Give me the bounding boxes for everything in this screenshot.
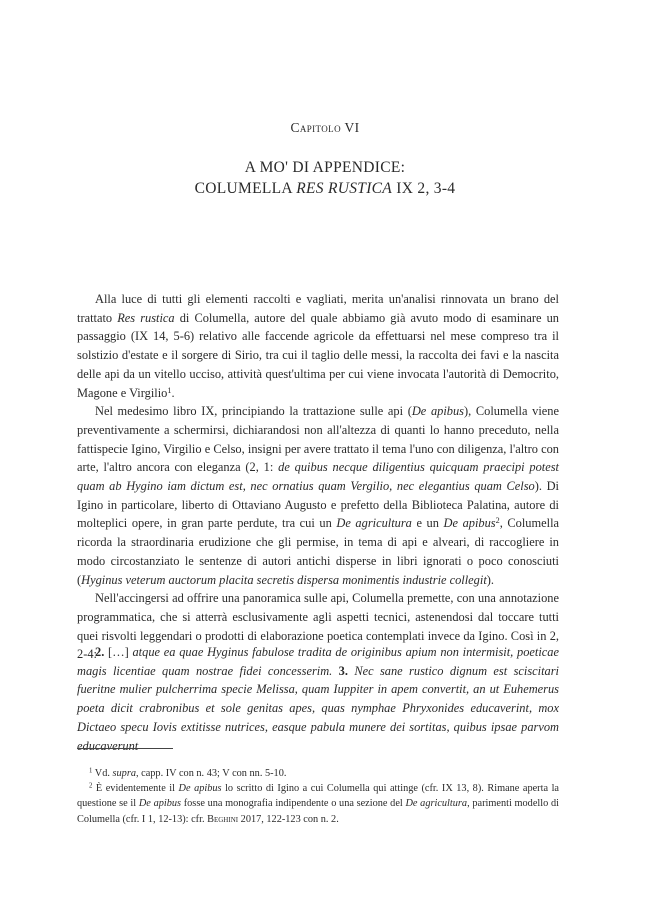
footnote-number: 2: [89, 782, 93, 790]
block-quote: [77, 643, 559, 755]
text-run: ). Di Igino in particolare, liberto di Ottaviano Augusto e prefetto della Biblioteca Palatina, autore di molteplici opere, in gran parte perdute, tra cui un: [77, 479, 559, 531]
section-number: 2.: [95, 645, 105, 659]
text-run: di Columella, autore del quale abbiamo già avuto modo di esaminare un passaggio (IX 14, 5-6) relativo alle faccende agricole da effettuarsi nel mese compreso tra il solstizio d'estate e il sorgere di Sirio, tra cui il taglio delle messi, la raccolta dei favi e la nascita delle api da un vitello ucciso, attività quest'ultima per cui viene invocata l'autorità di Democrito, Magone e Virgilio: [77, 310, 559, 400]
text-run: , capp. IV con n. 43; V con nn. 5-10.: [135, 768, 287, 779]
footnotes: [77, 766, 559, 827]
italic-run: De apibus: [178, 783, 222, 795]
italic-run: de quibus necque diligentius quicquam praecipi potest quam ab Hygino iam dictum est, nec ornatius quam Vergilio, nec elegantius quam Celso: [77, 460, 560, 494]
title-text-c: IX 2, 3-4: [392, 180, 456, 197]
footnote-ref-2[interactable]: 2: [495, 516, 500, 526]
text-run: È evidentemente il: [92, 783, 179, 795]
text-run: Nell'accingersi ad offrire una panoramica sulle api, Columella premette, con una annotazione programmatica, che si atterrà esclusivamente agli aspetti tecnici, astenendosi dal toccare tutti quei risvolti leggendari o prodotti di elaborazione poetica contemplati invece da Igino. Così in 2, 2-4:: [77, 591, 559, 662]
footnote-number: 1: [89, 767, 93, 775]
italic-run: De agricultura: [405, 798, 468, 810]
text-run: Nel medesimo libro IX, principiando la trattazione sulle api (: [95, 404, 412, 419]
text-run: Alla luce di tutti gli elementi raccolti e vagliati, merita un'analisi rinnovata un brano del trattato: [77, 292, 559, 325]
chapter-title: [0, 157, 650, 199]
italic-run: De agricultura: [336, 516, 412, 531]
title-text-a: COLUMELLA: [194, 180, 297, 197]
author-name: Beghini: [207, 813, 239, 825]
italic-run: Res rustica: [117, 310, 175, 325]
text-run: lo scritto di Igino a cui Columella qui attinge (cfr. IX 13, 8). Rimane aperta la questione se il: [77, 783, 559, 810]
title-work-name: RES RUSTICA: [296, 180, 393, 197]
chapter-label: Capitolo VI: [290, 120, 360, 135]
italic-run: De apibus: [411, 404, 464, 419]
italic-run: De apibus: [443, 516, 496, 531]
chapter-title-line-2: [0, 178, 650, 199]
footnote-1: [77, 766, 559, 781]
text-run: […]: [104, 645, 133, 659]
text-run: fosse una monografia indipendente o una sezione del: [181, 798, 406, 810]
section-number: 3.: [332, 663, 348, 678]
italic-run: atque ea quae Hyginus fabulose tradita de originibus apium non intermisit, poeticae magis licentiae quam nostrae fidei concesserim.: [77, 645, 559, 678]
paragraph-2: [77, 402, 559, 589]
italic-run: De apibus: [138, 798, 182, 810]
italic-run: Nec sane rustico dignum est sciscitari fueritne mulier pulcherrima specie Melissa, quam Iuppiter in apem convertit, an ut Euhemerus poeta dicit crabronibus et sole genitas apes, quas nymphae Phryxonides educaverint, mox Dictaeo specu Iovis extitisse nutrices, easque pabula munere dei sortitas, quibus ipsae parvom educaverunt: [77, 663, 559, 753]
footnote-2: [77, 781, 559, 827]
chapter-title-line-1: A MO' DI APPENDICE:: [244, 159, 406, 176]
text-run: .: [171, 385, 175, 400]
text-run: Vd.: [92, 768, 113, 779]
text-run: 2017, 122-123 con n. 2.: [238, 813, 339, 825]
main-text: [77, 290, 559, 664]
text-run: e un: [411, 516, 444, 531]
footnote-ref-1[interactable]: 1: [167, 385, 172, 395]
italic-run: Hyginus veterum auctorum placita secretis dispersa monimentis industrie collegit: [81, 572, 487, 587]
text-run: , parimenti modello di Columella (cfr. I 1, 12-13): cfr.: [77, 798, 559, 825]
footnote-divider: [77, 748, 173, 749]
text-run: , Columella ricorda la straordinaria erudizione che gli permise, in tema di api e alveari, di raccogliere in modo circostanziato le sentenze di autori antichi disperse in libri ignorati o poco conosciuti (: [77, 516, 560, 587]
italic-run: supra: [112, 768, 136, 779]
text-run: ).: [486, 572, 494, 587]
paragraph-1: [77, 290, 559, 402]
text-run: ), Columella viene preventivamente a schermirsi, dichiarandosi non all'altezza di quanti lo hanno preceduto, nella fattispecie Igino, Virgilio e Celso, insigni per avere trattato il tema l'uno con diligenza, l'altro con arte, l'altro ancora con eleganza (2, 1:: [77, 404, 559, 475]
